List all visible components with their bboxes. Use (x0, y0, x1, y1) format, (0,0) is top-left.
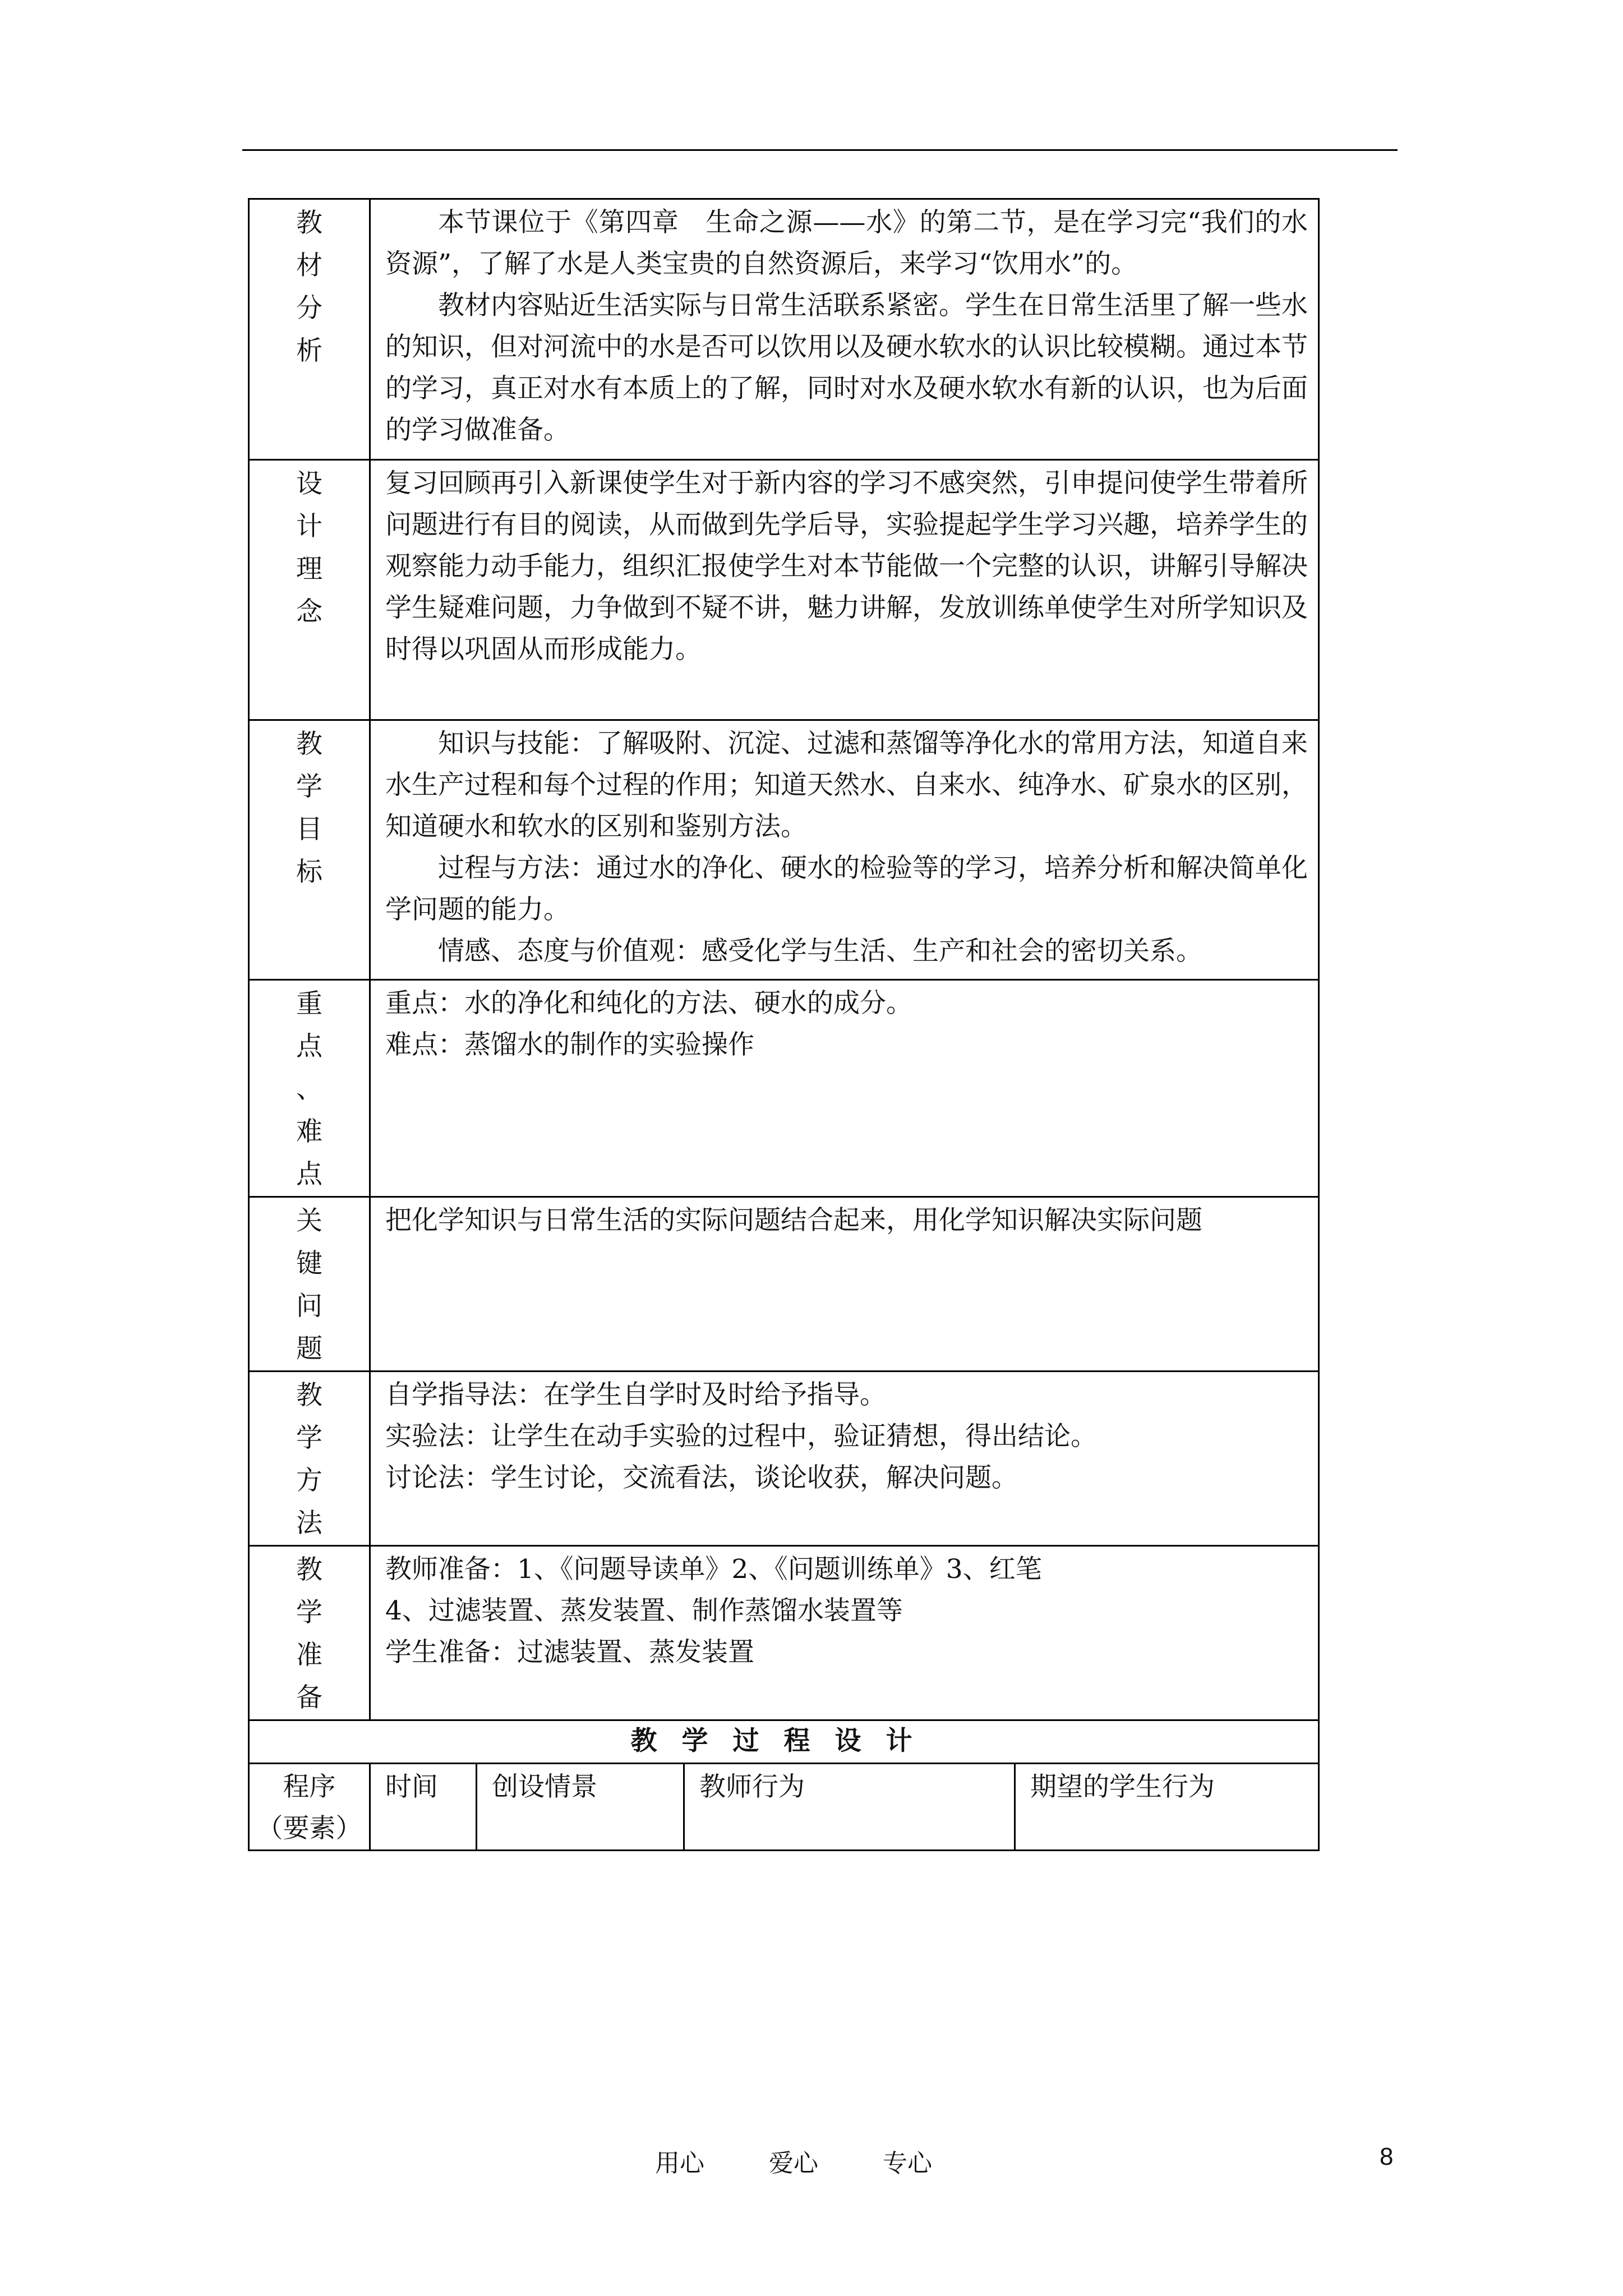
row-label: 教 学 方 法 (249, 1372, 370, 1546)
process-title: 教学过程设计 (249, 1720, 1319, 1764)
header-student: 期望的学生行为 (1015, 1764, 1319, 1851)
paragraph: 复习回顾再引入新课使学生对于新内容的学习不感突然，引申提问使学生带着所问题进行有目的阅读，从而做到先学后导，实验提起学生学习兴趣，培养学生的观察能力动手能力，组织汇报使学生对本节能做一个完整的认识，讲解引导解决学生疑难问题，力争做到不疑不讲，魅力讲解，发放训练单使学生对所学知识及时得以巩固从而形成能力。 (385, 468, 1308, 665)
row-label: 教 材 分 析 (249, 199, 370, 460)
row-key-questions (249, 1197, 1319, 1372)
paragraph: 学生准备：过滤装置、蒸发装置 (385, 1637, 754, 1668)
header-rule (242, 149, 1398, 151)
footer-motto: 爱心 (769, 2149, 818, 2178)
row-teaching-preparation (249, 1546, 1319, 1720)
row-process-title (249, 1720, 1319, 1764)
row-label: 设 计 理 念 (249, 460, 370, 720)
row-label: 教 学 目 标 (249, 720, 370, 980)
row-design-concept (249, 460, 1319, 720)
header-time: 时间 (370, 1764, 477, 1851)
row-content (370, 720, 1319, 980)
paragraph: 重点：水的净化和纯化的方法、硬水的成分。 (385, 988, 912, 1019)
row-teaching-goals (249, 720, 1319, 980)
lesson-plan-table (248, 198, 1320, 1851)
row-content (370, 460, 1319, 720)
row-content (370, 199, 1319, 460)
row-label: 教 学 准 备 (249, 1546, 370, 1720)
paragraph: 自学指导法：在学生自学时及时给予指导。 (385, 1379, 886, 1410)
paragraph: 把化学知识与日常生活的实际问题结合起来，用化学知识解决实际问题 (385, 1205, 1202, 1236)
row-content (370, 980, 1319, 1197)
row-content (370, 1197, 1319, 1372)
row-label: 重 点 、 难 点 (249, 980, 370, 1197)
paragraph: 知识与技能：了解吸附、沉淀、过滤和蒸馏等净化水的常用方法，知道自来水生产过程和每个过程的作用；知道天然水、自来水、纯净水、矿泉水的区别，知道硬水和软水的区别和鉴别方法。 (385, 728, 1308, 842)
footer-motto: 专心 (883, 2149, 932, 2178)
row-content (370, 1372, 1319, 1546)
row-textbook-analysis (249, 199, 1319, 460)
row-teaching-methods (249, 1372, 1319, 1546)
paragraph: 难点：蒸馏水的制作的实验操作 (385, 1029, 754, 1060)
paragraph: 讨论法：学生讨论，交流看法，谈论收获，解决问题。 (385, 1462, 1018, 1493)
header-step: 程序 （要素） (249, 1764, 370, 1851)
row-key-difficult-points (249, 980, 1319, 1197)
page-number: 8 (1380, 2143, 1394, 2170)
paragraph: 教材内容贴近生活实际与日常生活联系紧密。学生在日常生活里了解一些水的知识，但对河流中的水是否可以饮用以及硬水软水的认识比较模糊。通过本节的学习，真正对水有本质上的了解，同时对水及硬水软水有新的认识，也为后面的学习做准备。 (385, 290, 1308, 445)
row-label: 关 键 问 题 (249, 1197, 370, 1372)
header-scene: 创设情景 (477, 1764, 684, 1851)
row-content (370, 1546, 1319, 1720)
paragraph: 过程与方法：通过水的净化、硬水的检验等的学习，培养分析和解决简单化学问题的能力。 (385, 853, 1308, 925)
footer-motto: 用心 (655, 2149, 704, 2178)
paragraph: 情感、态度与价值观：感受化学与生活、生产和社会的密切关系。 (438, 936, 1202, 967)
paragraph: 教师准备：1、《问题导读单》2、《问题训练单》3、红笔 (385, 1554, 1042, 1585)
paragraph: 实验法：让学生在动手实验的过程中，验证猜想，得出结论。 (385, 1421, 1097, 1452)
header-teacher: 教师行为 (684, 1764, 1015, 1851)
paragraph: 4、过滤装置、蒸发装置、制作蒸馏水装置等 (385, 1595, 903, 1626)
paragraph: 本节课位于《第四章 生命之源——水》的第二节，是在学习完“我们的水资源”，了解了水是人类宝贵的自然资源后，来学习“饮用水”的。 (385, 207, 1308, 279)
row-process-headers (249, 1764, 1319, 1851)
